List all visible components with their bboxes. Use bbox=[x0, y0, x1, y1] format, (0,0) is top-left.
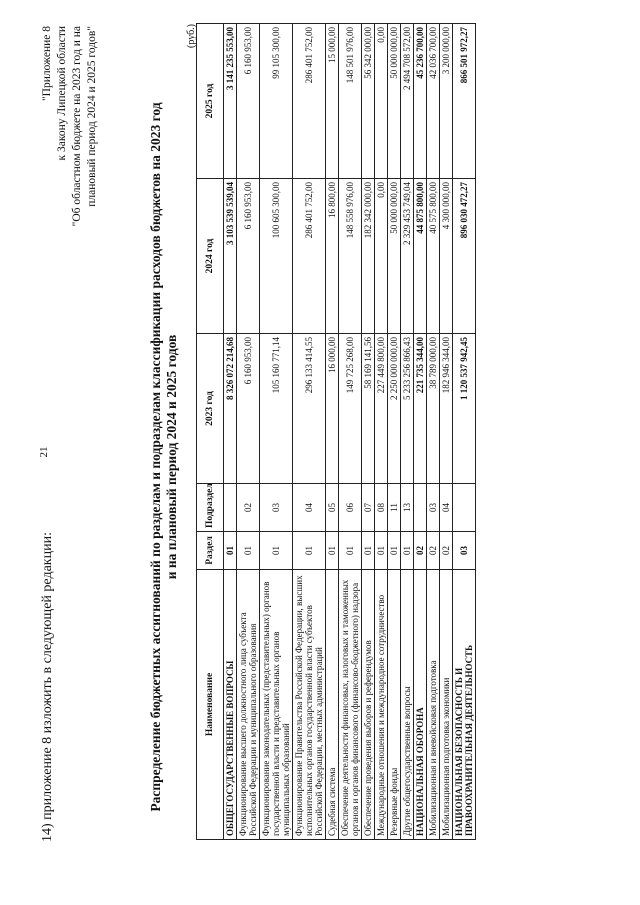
row-subsection bbox=[224, 484, 237, 532]
row-2023: 2 250 000 000,00 bbox=[388, 334, 401, 484]
appendix-line-2: к Закону Липецкой области bbox=[56, 26, 68, 161]
appendix-reference bbox=[40, 26, 100, 226]
table-row bbox=[362, 24, 375, 840]
appendix-line-4: плановый период 2024 и 2025 годов" bbox=[86, 26, 98, 207]
row-name: Другие общегосударственные вопросы bbox=[401, 570, 414, 840]
row-2025: 2 494 708 572,00 bbox=[401, 24, 414, 179]
row-2024: 0,00 bbox=[375, 179, 388, 334]
row-subsection: 06 bbox=[339, 484, 362, 532]
row-section: 02 bbox=[427, 532, 440, 570]
row-2024: 182 342 000,00 bbox=[362, 179, 375, 334]
row-section: 02 bbox=[440, 532, 453, 570]
row-section: 02 bbox=[414, 532, 427, 570]
row-name: Функционирование Правительства Российской Федерации, высших исполнительных органов государственной власти субъектов Российской Федерации, местных администраций bbox=[293, 570, 326, 840]
row-2024: 148 558 976,00 bbox=[339, 179, 362, 334]
title-line-1: Распределение бюджетных ассигнований по разделам и подразделам классификации расходов бюджетов на 2023 год bbox=[148, 102, 163, 812]
row-2024: 2 329 453 749,04 bbox=[401, 179, 414, 334]
row-name: Судебная система bbox=[326, 570, 339, 840]
row-2023: 16 000,00 bbox=[326, 334, 339, 484]
row-section: 01 bbox=[362, 532, 375, 570]
header-2023: 2023 год bbox=[197, 334, 224, 484]
row-2025: 45 236 700,00 bbox=[414, 24, 427, 179]
appendix-line-1: "Приложение 8 bbox=[41, 26, 53, 102]
table-row bbox=[326, 24, 339, 840]
row-2023: 182 946 344,00 bbox=[440, 334, 453, 484]
row-subsection: 02 bbox=[237, 484, 260, 532]
row-name: НАЦИОНАЛЬНАЯ БЕЗОПАСНОСТЬ И ПРАВООХРАНИТЕЛЬНАЯ ДЕЯТЕЛЬНОСТЬ bbox=[453, 570, 476, 840]
table-row bbox=[260, 24, 293, 840]
row-subsection: 07 bbox=[362, 484, 375, 532]
row-section: 01 bbox=[339, 532, 362, 570]
table-row bbox=[414, 24, 427, 840]
row-subsection bbox=[414, 484, 427, 532]
row-subsection: 11 bbox=[388, 484, 401, 532]
row-2025: 6 160 953,00 bbox=[237, 24, 260, 179]
row-2024: 100 605 300,00 bbox=[260, 179, 293, 334]
row-2023: 8 326 072 214,68 bbox=[224, 334, 237, 484]
row-2024: 896 030 472,27 bbox=[453, 179, 476, 334]
row-2024: 44 875 800,00 bbox=[414, 179, 427, 334]
row-subsection bbox=[453, 484, 476, 532]
row-2025: 866 501 972,27 bbox=[453, 24, 476, 179]
row-2023: 1 120 537 942,45 bbox=[453, 334, 476, 484]
row-subsection: 03 bbox=[260, 484, 293, 532]
table-row bbox=[440, 24, 453, 840]
row-name: Мобилизационная подготовка экономики bbox=[440, 570, 453, 840]
table-row bbox=[339, 24, 362, 840]
header-subsection: Подраздел bbox=[197, 484, 224, 532]
row-2025: 42 036 700,00 bbox=[427, 24, 440, 179]
row-section: 01 bbox=[326, 532, 339, 570]
row-section: 03 bbox=[453, 532, 476, 570]
row-2024: 50 000 000,00 bbox=[388, 179, 401, 334]
row-subsection: 05 bbox=[326, 484, 339, 532]
row-2023: 6 160 953,00 bbox=[237, 334, 260, 484]
row-subsection: 13 bbox=[401, 484, 414, 532]
row-name: Обеспечение проведения выборов и референдумов bbox=[362, 570, 375, 840]
row-name: Обеспечение деятельности финансовых, налоговых и таможенных органов и органов финансового (финансово-бюджетного) надзора bbox=[339, 570, 362, 840]
header-name: Наименование bbox=[197, 570, 224, 840]
budget-table bbox=[196, 23, 476, 840]
page-number: 21 bbox=[38, 446, 50, 458]
row-2025: 99 105 300,00 bbox=[260, 24, 293, 179]
row-section: 01 bbox=[388, 532, 401, 570]
header-2025: 2025 год bbox=[197, 24, 224, 179]
table-row bbox=[427, 24, 440, 840]
row-2025: 50 000 000,00 bbox=[388, 24, 401, 179]
row-section: 01 bbox=[237, 532, 260, 570]
row-subsection: 03 bbox=[427, 484, 440, 532]
row-2025: 286 401 752,00 bbox=[293, 24, 326, 179]
header-section: Раздел bbox=[197, 532, 224, 570]
row-section: 01 bbox=[293, 532, 326, 570]
row-section: 01 bbox=[260, 532, 293, 570]
table-row bbox=[388, 24, 401, 840]
row-2024: 16 800,00 bbox=[326, 179, 339, 334]
row-2024: 6 160 953,00 bbox=[237, 179, 260, 334]
row-name: Функционирование высшего должностного лица субъекта Российской Федерации и муниципального образования bbox=[237, 570, 260, 840]
row-section: 01 bbox=[401, 532, 414, 570]
row-name: НАЦИОНАЛЬНАЯ ОБОРОНА bbox=[414, 570, 427, 840]
row-2023: 227 449 800,00 bbox=[375, 334, 388, 484]
row-subsection: 04 bbox=[440, 484, 453, 532]
row-2024: 40 575 800,00 bbox=[427, 179, 440, 334]
row-2024: 4 300 000,00 bbox=[440, 179, 453, 334]
document-title bbox=[148, 72, 180, 842]
row-name: Функционирование законодательных (представительных) органов государственной власти и представительных органов муниципальных образований bbox=[260, 570, 293, 840]
amendment-text: 14) приложение 8 изложить в следующей редакции: bbox=[40, 532, 55, 842]
table-row bbox=[237, 24, 260, 840]
row-section: 01 bbox=[224, 532, 237, 570]
row-2024: 3 103 539 539,04 bbox=[224, 179, 237, 334]
title-line-2: и на плановый период 2024 и 2025 годов bbox=[164, 334, 179, 580]
row-subsection: 04 bbox=[293, 484, 326, 532]
row-2023: 149 725 268,00 bbox=[339, 334, 362, 484]
row-name: Международные отношения и международное сотрудничество bbox=[375, 570, 388, 840]
row-2025: 56 342 000,00 bbox=[362, 24, 375, 179]
row-2025: 148 501 976,00 bbox=[339, 24, 362, 179]
row-2025: 15 000,00 bbox=[326, 24, 339, 179]
table-row bbox=[453, 24, 476, 840]
table-row bbox=[401, 24, 414, 840]
row-2023: 296 133 414,55 bbox=[293, 334, 326, 484]
unit-label: (руб.) bbox=[186, 24, 197, 48]
row-2023: 38 789 000,00 bbox=[427, 334, 440, 484]
row-name: Мобилизационная и вневойсковая подготовка bbox=[427, 570, 440, 840]
appendix-line-3: "Об областном бюджете на 2023 год и на bbox=[71, 26, 83, 227]
rotated-page bbox=[40, 12, 600, 892]
row-subsection: 08 bbox=[375, 484, 388, 532]
row-2023: 5 233 256 866,43 bbox=[401, 334, 414, 484]
table-row bbox=[375, 24, 388, 840]
header-2024: 2024 год bbox=[197, 179, 224, 334]
row-name: ОБЩЕГОСУДАРСТВЕННЫЕ ВОПРОСЫ bbox=[224, 570, 237, 840]
row-2024: 286 401 752,00 bbox=[293, 179, 326, 334]
row-2025: 0,00 bbox=[375, 24, 388, 179]
table-row bbox=[293, 24, 326, 840]
row-name: Резервные фонды bbox=[388, 570, 401, 840]
row-2023: 105 160 771,14 bbox=[260, 334, 293, 484]
row-2025: 3 200 000,00 bbox=[440, 24, 453, 179]
row-2023: 58 169 141,56 bbox=[362, 334, 375, 484]
row-2025: 3 141 235 553,00 bbox=[224, 24, 237, 179]
row-section: 01 bbox=[375, 532, 388, 570]
table-row bbox=[224, 24, 237, 840]
row-2023: 221 735 344,00 bbox=[414, 334, 427, 484]
table-header-row bbox=[197, 24, 224, 840]
